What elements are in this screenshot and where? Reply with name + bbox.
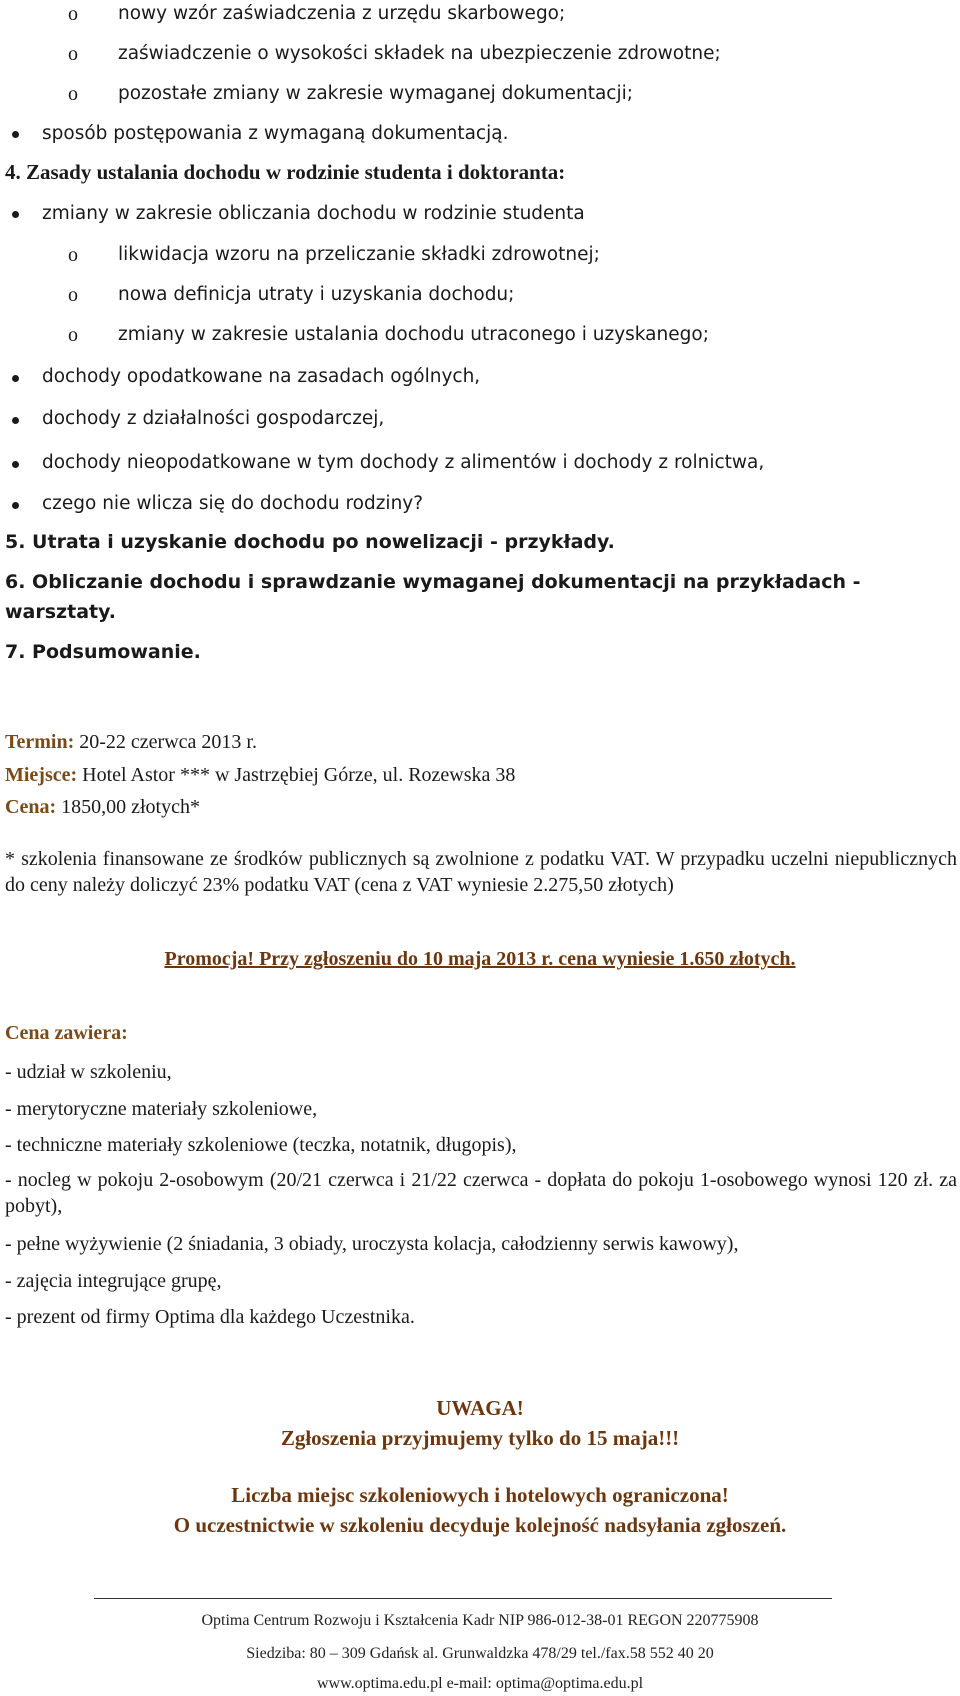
- section-4-heading: 4. Zasady ustalania dochodu w rodzinie studenta i doktoranta:: [5, 160, 566, 184]
- list-marker: o: [68, 284, 78, 306]
- section-6-heading-cont: warsztaty.: [5, 601, 116, 623]
- section-5-heading: 5. Utrata i uzyskanie dochodu po nowelizacji - przykłady.: [5, 531, 615, 553]
- list-marker: o: [68, 83, 78, 105]
- footer-divider: [94, 1598, 832, 1599]
- order-notice: O uczestnictwie w szkoleniu decyduje kolejność nadsyłania zgłoszeń.: [173, 1513, 787, 1537]
- bullet-dot: [12, 461, 19, 468]
- includes-item: - merytoryczne materiały szkoleniowe,: [5, 1098, 318, 1120]
- footer-address: Siedziba: 80 – 309 Gdańsk al. Grunwaldzka 478/29 tel./fax.58 552 40 20: [246, 1645, 714, 1662]
- cena-zawiera-label: Cena zawiera:: [5, 1022, 128, 1044]
- list-item: dochody opodatkowane na zasadach ogólnych,: [42, 366, 481, 387]
- includes-item: - zajęcia integrujące grupę,: [5, 1270, 222, 1292]
- miejsce-label: Miejsce:: [5, 764, 78, 786]
- footer-contact: www.optima.edu.pl e-mail: optima@optima.edu.pl: [316, 1675, 644, 1692]
- footer-company: Optima Centrum Rozwoju i Kształcenia Kadr NIP 986-012-38-01 REGON 220775908: [201, 1612, 759, 1629]
- list-marker: o: [68, 244, 78, 266]
- termin-value: 20-22 czerwca 2013 r.: [74, 731, 257, 753]
- limited-seats-notice: Liczba miejsc szkoleniowych i hotelowych ograniczona!: [231, 1483, 729, 1507]
- uwaga-heading: UWAGA!: [436, 1396, 524, 1420]
- list-item: czego nie wlicza się do dochodu rodziny?: [42, 493, 424, 514]
- list-item: zmiany w zakresie obliczania dochodu w rodzinie studenta: [42, 203, 585, 224]
- section-6-heading: 6. Obliczanie dochodu i sprawdzanie wymaganej dokumentacji na przykładach -: [5, 571, 861, 593]
- list-marker: o: [68, 324, 78, 346]
- miejsce-line: [5, 763, 515, 787]
- termin-label: Termin:: [5, 731, 75, 753]
- bullet-dot: [12, 417, 19, 424]
- cena-label: Cena:: [5, 796, 57, 818]
- includes-item: - techniczne materiały szkoleniowe (teczka, notatnik, długopis),: [5, 1134, 517, 1156]
- bullet-dot: [12, 211, 19, 218]
- list-marker: o: [68, 43, 78, 65]
- includes-item: - udział w szkoleniu,: [5, 1061, 172, 1083]
- deadline-notice: Zgłoszenia przyjmujemy tylko do 15 maja!!!: [280, 1426, 680, 1450]
- cena-line: [5, 795, 200, 819]
- list-item: sposób postępowania z wymaganą dokumentacją.: [42, 123, 509, 144]
- bullet-dot: [12, 131, 19, 138]
- list-marker: o: [68, 3, 78, 25]
- vat-note: * szkolenia finansowane ze środków publicznych są zwolnione z podatku VAT. W przypadku uczelni niepublicznych do ceny należy doliczyć 23% podatku VAT (cena z VAT wyniesie 2.275,50 złotych): [5, 848, 957, 896]
- list-item: nowy wzór zaświadczenia z urzędu skarbowego;: [118, 3, 566, 24]
- includes-item: - prezent od firmy Optima dla każdego Uczestnika.: [5, 1306, 415, 1328]
- list-item: zaświadczenie o wysokości składek na ubezpieczenie zdrowotne;: [118, 43, 721, 64]
- list-item: dochody z działalności gospodarczej,: [42, 408, 385, 429]
- list-item: likwidacja wzoru na przeliczanie składki zdrowotnej;: [118, 244, 600, 265]
- includes-item: - pełne wyżywienie (2 śniadania, 3 obiady, uroczysta kolacja, całodzienny serwis kawowy),: [5, 1233, 739, 1255]
- list-item: zmiany w zakresie ustalania dochodu utraconego i uzyskanego;: [118, 324, 709, 345]
- bullet-dot: [12, 375, 19, 382]
- cena-value: 1850,00 złotych*: [56, 796, 200, 818]
- list-item: pozostałe zmiany w zakresie wymaganej dokumentacji;: [118, 83, 633, 104]
- list-item: nowa definicja utraty i uzyskania dochodu;: [118, 284, 515, 305]
- section-7-heading: 7. Podsumowanie.: [5, 641, 201, 663]
- list-item: dochody nieopodatkowane w tym dochody z alimentów i dochody z rolnictwa,: [42, 452, 765, 473]
- miejsce-value: Hotel Astor *** w Jastrzębiej Górze, ul. Rozewska 38: [77, 764, 516, 786]
- termin-line: [5, 730, 257, 754]
- promo-text: Promocja! Przy zgłoszeniu do 10 maja 2013 r. cena wyniesie 1.650 złotych.: [164, 948, 796, 970]
- bullet-dot: [12, 502, 19, 509]
- includes-item: - nocleg w pokoju 2-osobowym (20/21 czerwca i 21/22 czerwca - dopłata do pokoju 1-osobowego wynosi 120 zł. za pobyt),: [5, 1169, 957, 1217]
